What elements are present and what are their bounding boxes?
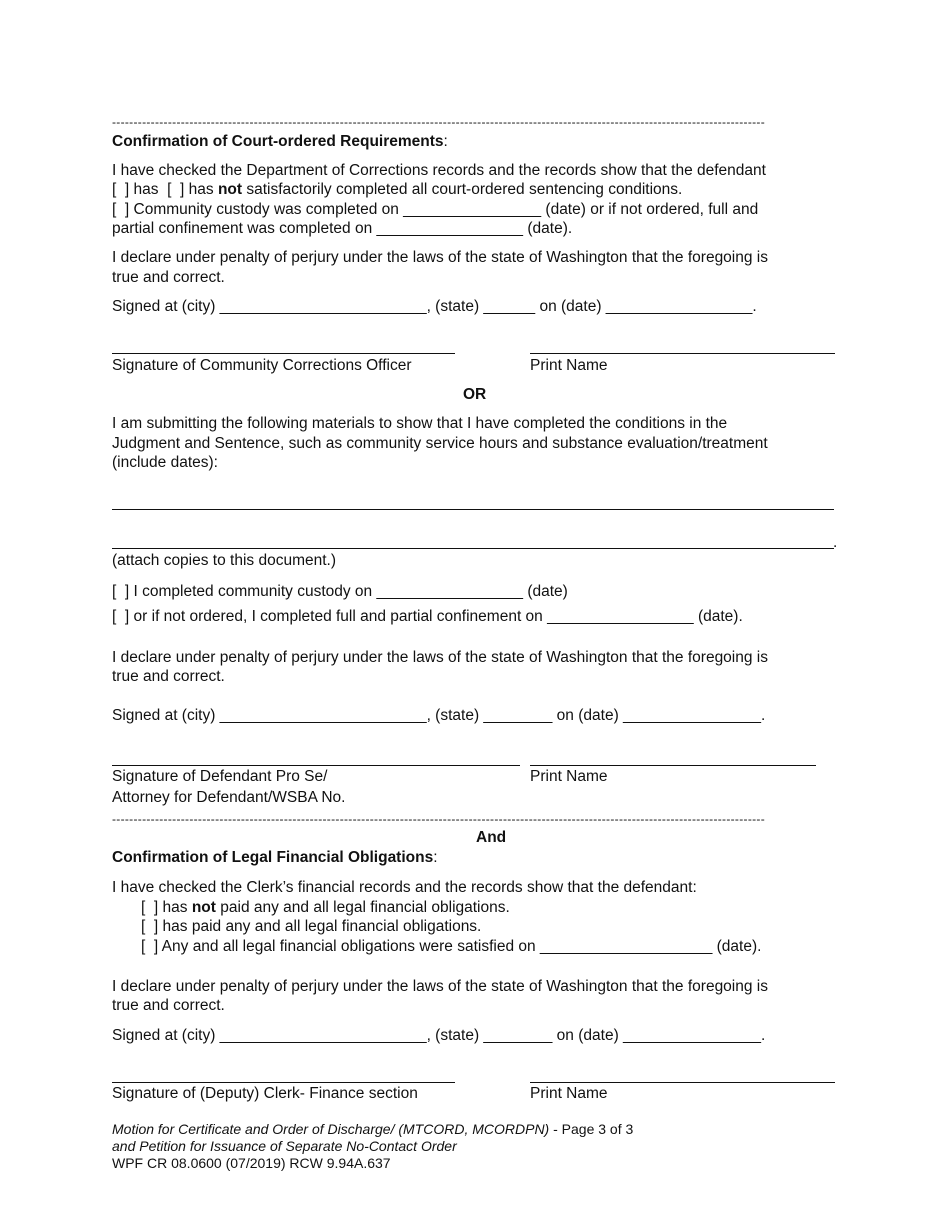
section3-signature-label: Signature of (Deputy) Clerk- Finance section [112, 1085, 418, 1102]
section3-option1-b: paid any and all legal financial obligations. [215, 899, 510, 916]
or-label: OR [463, 386, 487, 403]
section3-not: not [191, 899, 216, 916]
section1-print-name-line [530, 353, 835, 354]
section2-check2: [ ] or if not ordered, I completed full and partial confinement on _________________ (date). [112, 608, 743, 625]
section1-declare-line1: I declare under penalty of perjury under the laws of the state of Washington that the foregoing is [112, 249, 768, 266]
separator-middle: -------------------------------------------------------------------------------------------------------------------------------------------------------- [112, 813, 766, 825]
section1-heading-colon: : [443, 133, 448, 150]
footer-line1 [112, 1121, 633, 1138]
footer-title: Motion for Certificate and Order of Discharge/ (MTCORD, MCORDPN) [112, 1121, 550, 1137]
section1-p1-line1: I have checked the Department of Corrections records and the records show that the defendant [112, 162, 766, 179]
section3-option3: [ ] Any and all legal financial obligations were satisfied on ____________________ (date). [141, 938, 762, 955]
section3-option1 [141, 898, 510, 917]
section3-signature-line [112, 1082, 455, 1083]
section1-signature-label: Signature of Community Corrections Officer [112, 357, 412, 374]
section3-declare-line1: I declare under penalty of perjury under the laws of the state of Washington that the foregoing is [112, 978, 768, 995]
footer-form-number: WPF CR 08.0600 (07/2019) RCW 9.94A.637 [112, 1155, 391, 1171]
section3-declare-line2: true and correct. [112, 997, 225, 1014]
section1-heading [112, 132, 448, 151]
section1-print-name-label: Print Name [530, 357, 608, 374]
section3-p1-line1: I have checked the Clerk’s financial records and the records show that the defendant: [112, 879, 697, 896]
section1-p1-line3: [ ] Community custody was completed on ________________ (date) or if not ordered, full and [112, 201, 759, 218]
section3-heading [112, 848, 438, 867]
section2-p1-line3: (include dates): [112, 454, 218, 471]
section2-signature-label-line1: Signature of Defendant Pro Se/ [112, 768, 328, 785]
section1-checkbox-text-a: [ ] has [ ] has [112, 181, 218, 198]
footer-line2: and Petition for Issuance of Separate No-Contact Order [112, 1138, 457, 1154]
section1-checkbox-text-b: satisfactorily completed all court-ordered sentencing conditions. [242, 181, 683, 198]
section3-print-name-line [530, 1082, 835, 1083]
footer-page: - Page 3 of 3 [549, 1121, 634, 1137]
section3-print-name-label: Print Name [530, 1085, 608, 1102]
section3-heading-colon: : [433, 849, 438, 866]
section2-check1: [ ] I completed community custody on _________________ (date) [112, 583, 568, 600]
section3-heading-text: Confirmation of Legal Financial Obligations [112, 849, 434, 866]
section2-p1-line2: Judgment and Sentence, such as community service hours and substance evaluation/treatment [112, 435, 768, 452]
section1-p1-line2 [112, 180, 682, 199]
section1-declare-line2: true and correct. [112, 269, 225, 286]
section2-signed-at: Signed at (city) ________________________, (state) ________ on (date) ________________. [112, 707, 766, 724]
section3-signed-at: Signed at (city) ________________________, (state) ________ on (date) ________________. [112, 1027, 766, 1044]
section1-not: not [217, 181, 243, 198]
section1-p1-line4: partial confinement was completed on _________________ (date). [112, 220, 573, 237]
section2-print-name-label: Print Name [530, 768, 608, 785]
section3-option1-a: [ ] has [141, 899, 192, 916]
section2-p1-line1: I am submitting the following materials to show that I have completed the conditions in the [112, 415, 728, 432]
section2-attach: (attach copies to this document.) [112, 552, 337, 569]
materials-line-1 [112, 509, 834, 510]
section2-signature-label-line2: Attorney for Defendant/WSBA No. [112, 789, 346, 806]
section2-declare-line1: I declare under penalty of perjury under the laws of the state of Washington that the foregoing is [112, 649, 768, 666]
and-label: And [476, 829, 507, 846]
section1-signed-at: Signed at (city) ________________________, (state) ______ on (date) _________________. [112, 298, 757, 315]
section2-signature-line [112, 765, 520, 766]
materials-line-period: . [833, 534, 838, 551]
section1-heading-text: Confirmation of Court-ordered Requirements [112, 133, 444, 150]
section3-option2: [ ] has paid any and all legal financial obligations. [141, 918, 482, 935]
section1-signature-line [112, 353, 455, 354]
separator-top: -------------------------------------------------------------------------------------------------------------------------------------------------------- [112, 116, 766, 128]
section2-print-name-line [530, 765, 816, 766]
section2-declare-line2: true and correct. [112, 668, 225, 685]
materials-line-2 [112, 548, 834, 549]
